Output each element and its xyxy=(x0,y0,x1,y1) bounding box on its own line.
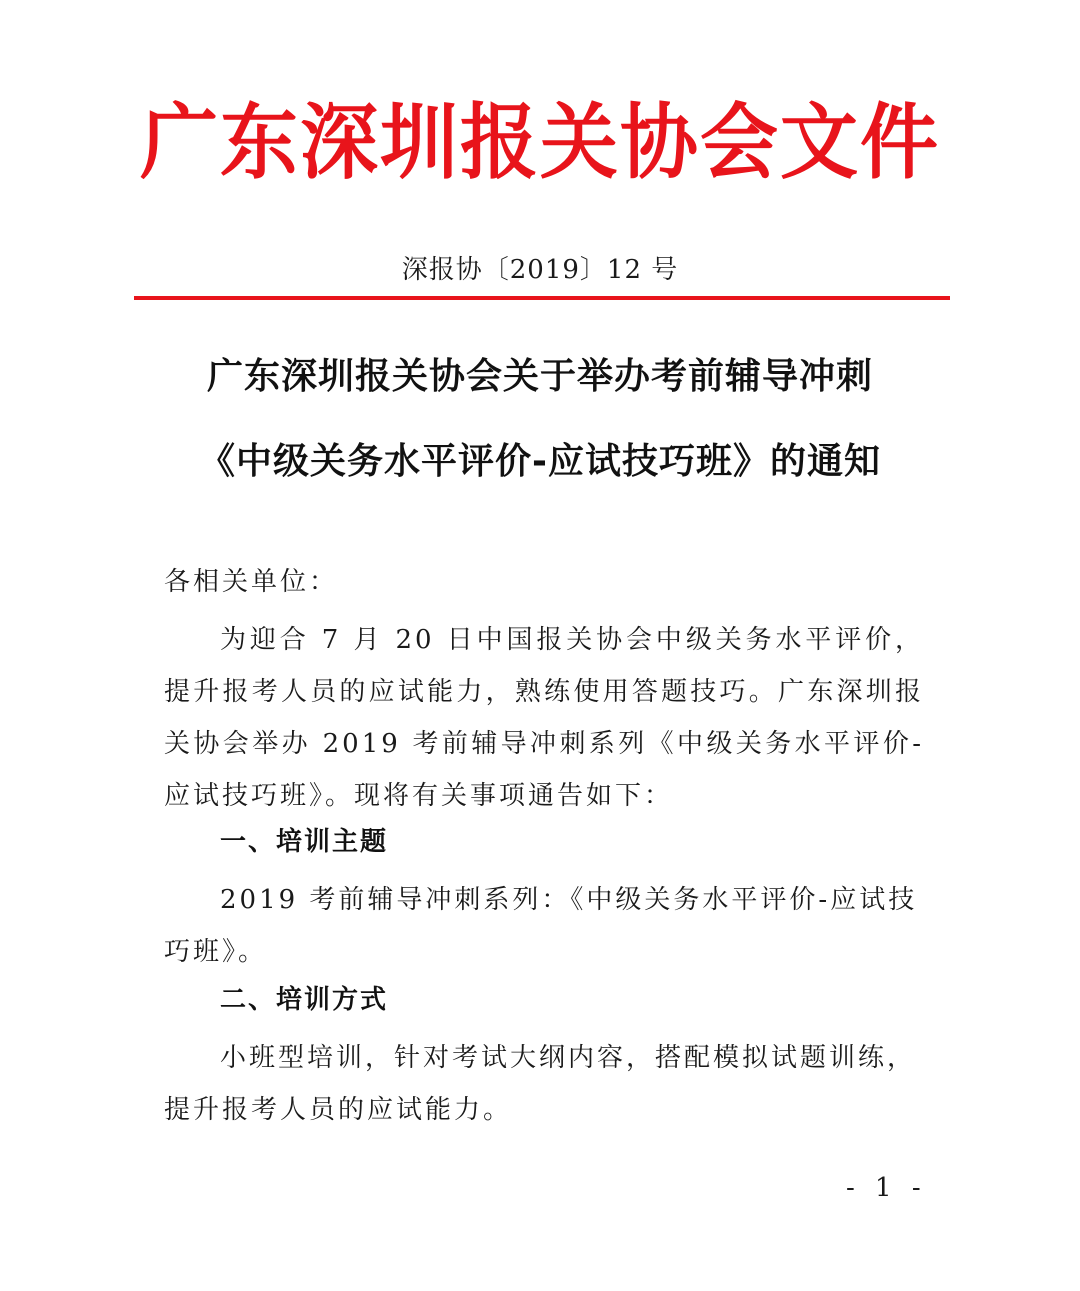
org-document-header: 广东深圳报关协会文件 xyxy=(139,95,940,191)
document-number: 深报协〔2019〕12 号 xyxy=(401,255,679,285)
red-divider xyxy=(134,296,950,300)
page-number: - 1 - xyxy=(846,1173,927,1203)
section-heading-method: 二、培训方式 xyxy=(220,985,389,1015)
intro-paragraph: 为迎合 7 月 20 日中国报关协会中级关务水平评价，提升报考人员的应试能力，熟练使用答题技巧。广东深圳报关协会举办 2019 考前辅导冲刺系列《中级关务水平评价-应试技巧班》。现将有关事项通告如下： xyxy=(164,625,924,811)
section-heading-topic: 一、培训主题 xyxy=(220,827,389,857)
section-text-method: 小班型培训，针对考试大纲内容，搭配模拟试题训练，提升报考人员的应试能力。 xyxy=(164,1043,917,1125)
salutation: 各相关单位： xyxy=(164,567,339,597)
notice-title-line-2: 《中级关务水平评价-应试技巧班》的通知 xyxy=(199,441,881,482)
notice-title-line-1: 广东深圳报关协会关于举办考前辅导冲刺 xyxy=(206,356,873,397)
section-text-topic: 2019 考前辅导冲刺系列：《中级关务水平评价-应试技巧班》。 xyxy=(164,885,918,967)
